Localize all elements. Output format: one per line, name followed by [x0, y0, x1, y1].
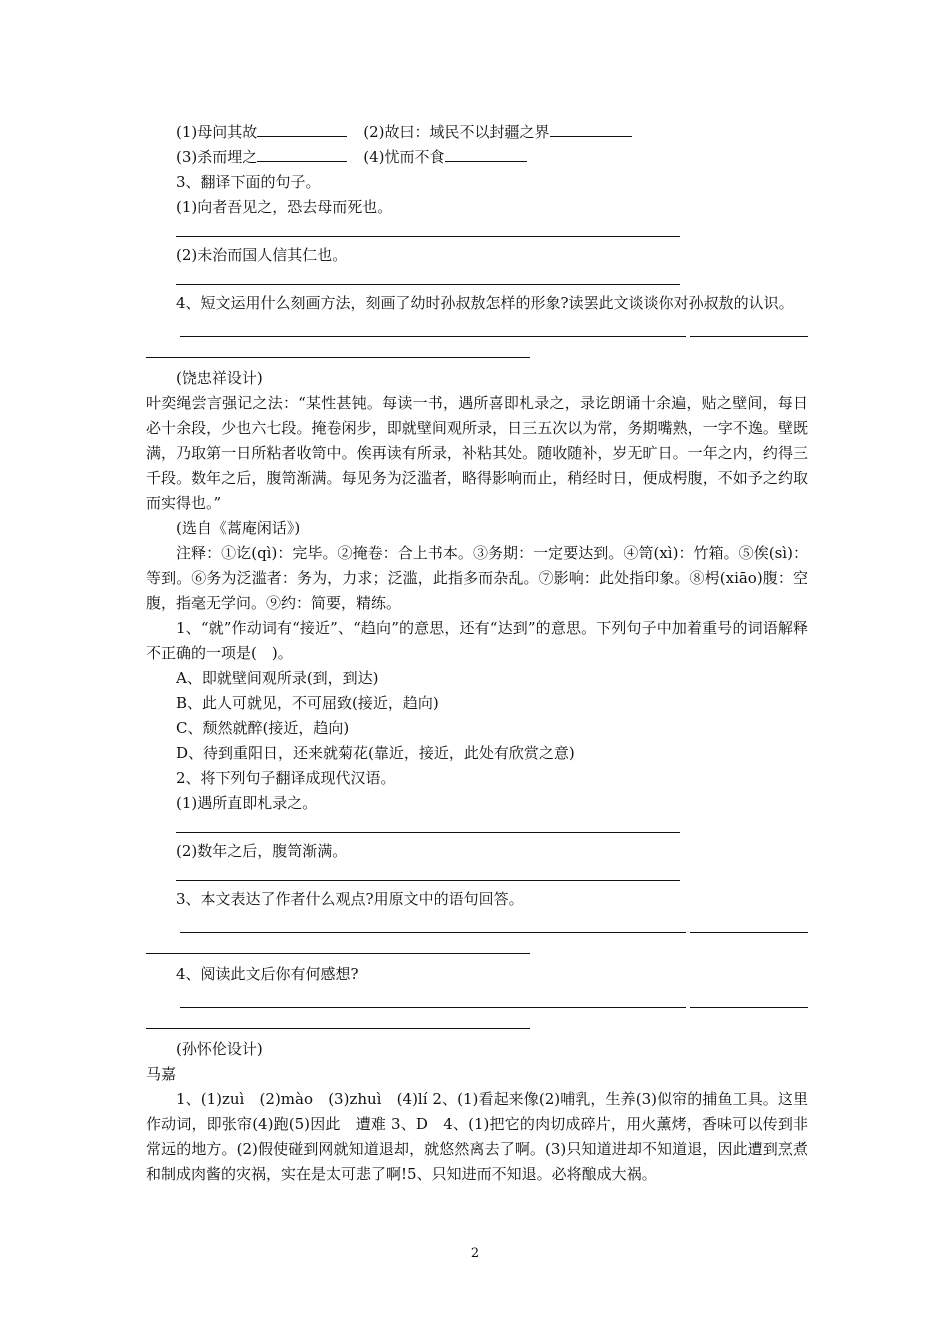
- question-title: 3、本文表达了作者什么观点?用原文中的语句回答。: [176, 890, 524, 908]
- answer-line: [176, 880, 680, 881]
- answer-line: [146, 1028, 530, 1029]
- question-item: (2)数年之后，腹笥渐满。: [176, 842, 348, 860]
- passage-notes: 注释：①讫(qì)：完毕。②掩卷：合上书本。③务期：一定要达到。④笥(xì)：竹箱。⑤俟(sì)：等到。⑥务为泛滥者：务为，力求；泛滥，此指多而杂乱。⑦影响：此处指印象。⑧枵(xiāo)腹：空腹，指毫无学问。⑨约：简要，精练。: [146, 544, 808, 612]
- answer-blank: [257, 122, 347, 137]
- designer-credit: (孙怀伦设计): [176, 1040, 263, 1058]
- answer-line: [176, 236, 680, 237]
- passage-source: (选自《蒿庵闲话》): [176, 519, 301, 537]
- answer-blank: [445, 147, 527, 162]
- option-b: B、此人可就见，不可屈致(接近，趋向): [176, 694, 439, 712]
- answer-key-text: 1、(1)zuì (2)mào (3)zhuì (4)lí 2、(1)看起来像(2)哺乳，生养(3)似帘的捕鱼工具。这里作动词，即张帘(4)跑(5)因此 遭难 3、D 4、(1)把它的肉切成碎片，用火薰烤，香味可以传到非常远的地方。(2)假使碰到网就知道退却，就悠然离去了啊。(3)只知道进却不知道退，因此遭到烹煮和制成肉酱的灾祸，实在是太可悲了啊!5、只知进而不知退。必将酿成大祸。: [146, 1090, 808, 1183]
- passage-text: 叶奕绳尝言强记之法：“某性甚钝。每读一书，遇所喜即札录之，录讫朗诵十余遍，贴之壁间，每日必十余段，少也六七段。掩卷闲步，即就壁间观所录，日三五次以为常，务期嘴熟，一字不逸。壁既满，乃取第一日所粘者收笥中。俟再读有所录，补粘其处。随收随补，岁无旷日。一年之内，约得三千段。数年之后，腹笥渐满。每见务为泛滥者，略得影响而止，稍经时日，便成枵腹，不如予之约取而实得也。”: [146, 394, 808, 512]
- question-label: (4)忧而不食: [363, 148, 445, 166]
- answer-blank: [257, 147, 347, 162]
- option-c: C、颓然就醉(接近，趋向): [176, 719, 350, 737]
- question-item: (2)未治而国人信其仁也。: [176, 246, 348, 264]
- question-title: 4、阅读此文后你有何感想?: [176, 965, 359, 983]
- page-content: [146, 120, 808, 1187]
- answer-blank: [550, 122, 632, 137]
- answer-line: [146, 932, 808, 933]
- option-d: D、待到重阳日，还来就菊花(靠近，接近，此处有欣赏之意): [176, 744, 575, 762]
- question-label: (3)杀而埋之: [176, 148, 258, 166]
- question-row-2: [146, 145, 808, 170]
- question-item: (1)向者吾见之，恐去母而死也。: [176, 198, 393, 216]
- answer-line: [176, 284, 680, 285]
- answer-line: [146, 336, 808, 337]
- question-paragraph: 4、短文运用什么刻画方法，刻画了幼时孙叔敖怎样的形象?读罢此文谈谈你对孙叔敖的认识。: [176, 294, 794, 312]
- question-row-1: [146, 120, 808, 145]
- question-label: (2)故曰：域民不以封疆之界: [363, 123, 550, 141]
- question-item: (1)遇所直即札录之。: [176, 794, 318, 812]
- question-title: 2、将下列句子翻译成现代汉语。: [176, 769, 396, 787]
- answer-section-title: 马嘉: [146, 1065, 177, 1083]
- question-label: (1)母问其故: [176, 123, 258, 141]
- question-paragraph: 1、“就”作动词有“接近”、“趋向”的意思，还有“达到”的意思。下列句子中加着重号的词语解释不正确的一项是( )。: [146, 619, 808, 662]
- answer-line: [146, 953, 530, 954]
- answer-line: [176, 832, 680, 833]
- option-a: A、即就壁间观所录(到，到达): [176, 669, 379, 687]
- designer-credit: (饶忠祥设计): [176, 369, 263, 387]
- answer-line: [146, 357, 530, 358]
- answer-line: [146, 1007, 808, 1008]
- question-title: 3、翻译下面的句子。: [176, 173, 321, 191]
- page-number: 2: [470, 1246, 480, 1261]
